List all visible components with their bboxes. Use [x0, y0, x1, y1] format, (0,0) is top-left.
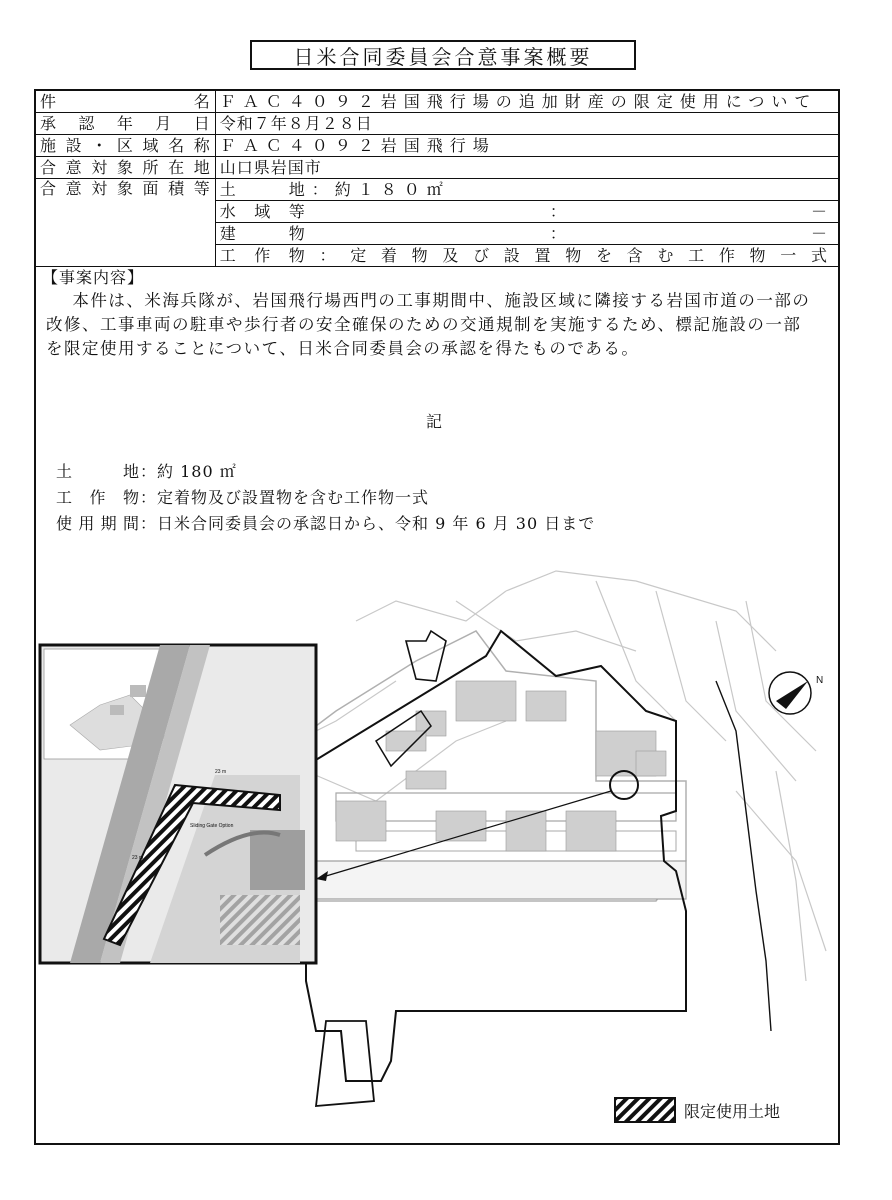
north-label: N	[816, 675, 824, 686]
structure-cell	[215, 245, 838, 267]
row-facility	[36, 135, 838, 157]
date-value: 令和７年８月２８日	[215, 113, 838, 135]
section-heading: 【事案内容】	[42, 268, 145, 287]
row-subject	[36, 91, 838, 113]
summary-frame	[34, 89, 840, 1145]
row-date	[36, 113, 838, 135]
inset-map	[40, 645, 316, 963]
water-cell	[215, 201, 838, 223]
water-value: ：－	[311, 201, 834, 221]
site-map	[36, 561, 838, 1121]
inset-building	[250, 830, 305, 890]
row-land	[36, 179, 838, 201]
ki-heading: 記	[426, 412, 443, 431]
building-label: 建物	[219, 223, 312, 243]
row-location	[36, 157, 838, 179]
document-title: 日米合同委員会合意事案概要	[250, 40, 636, 70]
runway-outline	[306, 861, 686, 899]
subject-value: ＦＡＣ４０９２岩国飛行場の追加財産の限定使用について	[215, 91, 838, 113]
location-label: 合意対象所在地	[36, 157, 215, 179]
north-arrow	[769, 672, 823, 714]
item-land	[56, 459, 237, 482]
structure-value: ：定着物及び設置物を含む工作物一式	[311, 245, 834, 265]
facility-label: 施設・区域名称	[36, 135, 215, 157]
water-label: 水域等	[219, 201, 312, 221]
item-period-label: 使用期間	[56, 514, 140, 533]
legend-label: 限定使用土地	[684, 1101, 781, 1121]
building-cell	[215, 223, 838, 245]
coastline	[716, 681, 771, 1031]
item-land-value: ：約 180 ㎡	[140, 462, 237, 481]
land-label: 土地	[219, 179, 312, 199]
inset-dimension-top: 23 m	[215, 769, 227, 775]
area-label: 合意対象面積等	[36, 179, 215, 267]
building-clusters	[336, 681, 666, 851]
base-streets	[296, 571, 826, 981]
facility-value: ＦＡＣ４０９２岩国飛行場	[215, 135, 838, 157]
item-period-value: ：日米合同委員会の承認日から、令和 9 年 6 月 30 日まで	[140, 514, 596, 533]
item-land-label: 土地	[56, 462, 140, 481]
land-cell	[215, 179, 838, 201]
info-table	[36, 91, 838, 267]
location-value: 山口県岩国市	[215, 157, 838, 179]
item-structure-label: 工作物	[56, 488, 140, 507]
inset-caption: Sliding Gate Option	[190, 823, 234, 829]
inset-dimension-side: 23 m	[132, 855, 144, 861]
legend-swatch	[614, 1097, 676, 1123]
land-value: ：約１８０㎡	[311, 179, 450, 199]
subject-label: 件名	[36, 91, 215, 113]
date-label: 承認年月日	[36, 113, 215, 135]
item-structure	[56, 485, 429, 508]
item-structure-value: ：定着物及び設置物を含む工作物一式	[140, 488, 430, 507]
item-period	[56, 511, 595, 534]
building-value: ：－	[311, 223, 834, 243]
legend	[614, 1097, 780, 1123]
structure-label: 工作物	[219, 245, 312, 265]
case-description: 本件は、米海兵隊が、岩国飛行場西門の工事期間中、施設区域に隣接する岩国市道の一部の改修、工事車両の駐車や歩行者の安全確保のための交通規制を実施するため、標記施設の一部を限定使用することについて、日米合同委員会の承認を得たものである。	[46, 291, 811, 358]
